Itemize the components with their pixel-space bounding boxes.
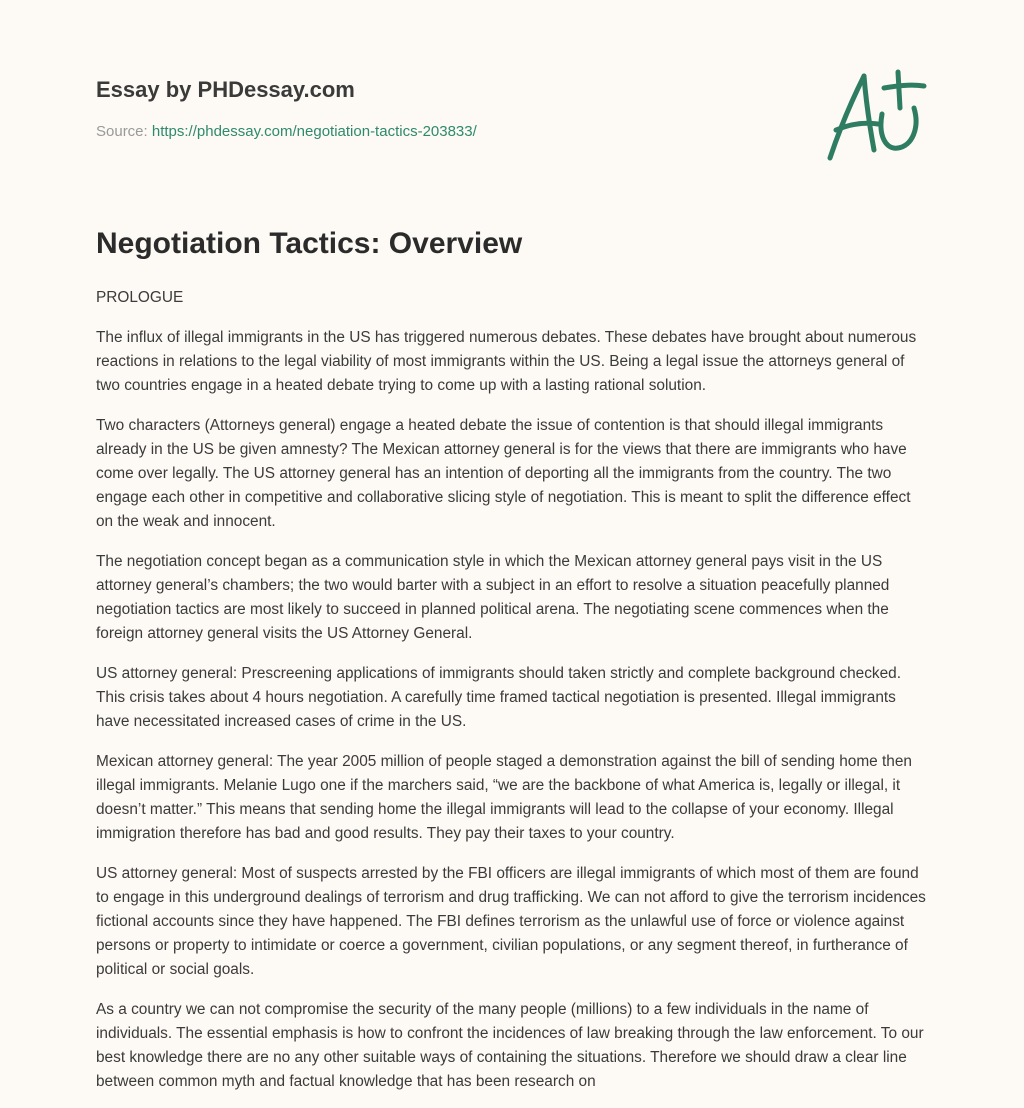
- source-link[interactable]: https://phdessay.com/negotiation-tactics-203833/: [151, 123, 477, 140]
- paragraph: Two characters (Attorneys general) engage a heated debate the issue of contention is that should illegal immigrants already in the US be given amnesty? The Mexican attorney general is for the views that there are immigrants who have come over legally. The US attorney general has an intention of deporting all the immigrants from the country. The two engage each other in competitive and collaborative slicing style of negotiation. This is meant to split the difference effect on the weak and innocent.: [96, 417, 911, 530]
- a-plus-logo-icon: [820, 66, 930, 166]
- article-body: [96, 286, 930, 1108]
- source-label: Source:: [96, 123, 152, 140]
- source-line: [96, 122, 856, 142]
- paragraph: US attorney general: Most of suspects arrested by the FBI officers are illegal immigrants of which most of them are found to engage in this underground dealings of terrorism and drug trafficking. We can not afford to give the terrorism incidences fictional accounts since they have happened. The FBI defines terrorism as the unlawful use of force or violence against persons or property to intimidate or coerce a government, civilian populations, or any segment thereof, in furtherance of political or social goals.: [96, 865, 926, 978]
- paragraph: The negotiation concept began as a communication style in which the Mexican attorney general pays visit in the US attorney general’s chambers; the two would barter with a subject in an effort to resolve a situation peacefully planned negotiation tactics are most likely to succeed in planned political arena. The negotiating scene commences when the foreign attorney general visits the US Attorney General.: [96, 553, 890, 642]
- article-title: Negotiation Tactics: Overview: [96, 227, 523, 260]
- paragraph: PROLOGUE: [96, 289, 184, 306]
- page-header: [96, 76, 856, 142]
- paragraph: The influx of illegal immigrants in the US has triggered numerous debates. These debates have brought about numerous reactions in relations to the legal viability of most immigrants within the US. Being a legal issue the attorneys general of two countries engage in a heated debate trying to come up with a lasting rational solution.: [96, 329, 917, 394]
- paragraph: As a country we can not compromise the security of the many people (millions) to a few individuals in the name of individuals. The essential emphasis is how to confront the incidences of law breaking through the law enforcement. To our best knowledge there are no any other suitable ways of containing the situations. Therefore we should draw a clear line between common myth and factual knowledge that has been research on: [96, 1001, 924, 1090]
- paragraph: US attorney general: Prescreening applications of immigrants should taken strictly and complete background checked. This crisis takes about 4 hours negotiation. A carefully time framed tactical negotiation is presented. Illegal immigrants have necessitated increased cases of crime in the US.: [96, 665, 902, 730]
- paragraph: Mexican attorney general: The year 2005 million of people staged a demonstration against the bill of sending home then illegal immigrants. Melanie Lugo one if the marchers said, “we are the backbone of what America is, legally or illegal, it doesn’t matter.” This means that sending home the illegal immigrants will lead to the collapse of your economy. Illegal immigration therefore has bad and good results. They pay their taxes to your country.: [96, 753, 912, 842]
- site-name: Essay by PHDessay.com: [96, 77, 355, 102]
